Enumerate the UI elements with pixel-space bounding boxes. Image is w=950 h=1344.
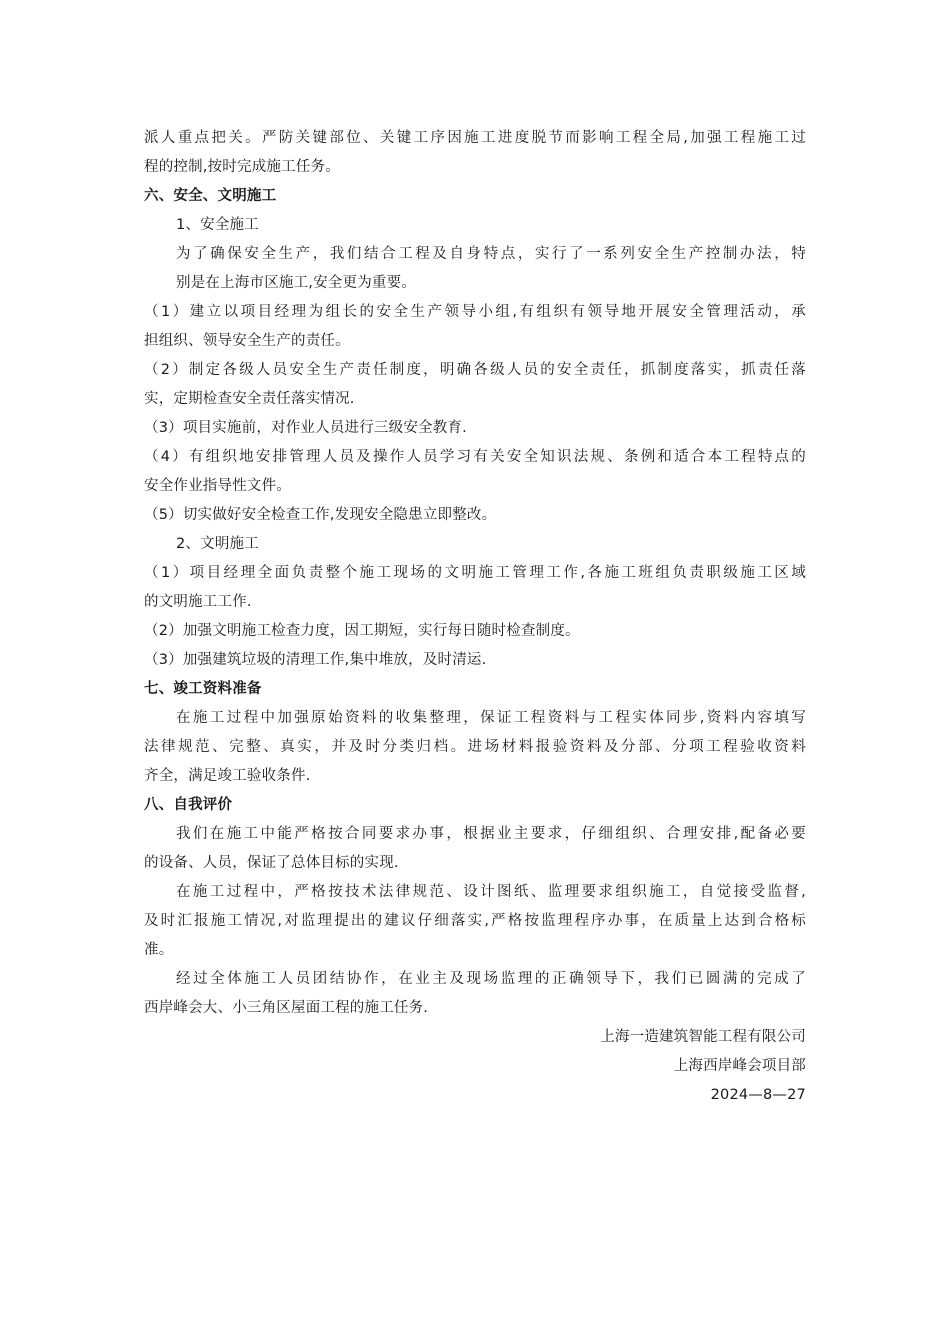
signature-date: 2024—8—27 — [710, 1087, 806, 1103]
text-line: 准。 — [144, 942, 174, 958]
section-heading: 七、竣工资料准备 — [144, 681, 262, 697]
section-heading: 六、安全、文明施工 — [144, 188, 277, 204]
paragraph-lines — [144, 124, 806, 1023]
text-line: （5）切实做好安全检查工作,发现安全隐患立即整改。 — [144, 507, 497, 523]
text-line: 的设备、人员，保证了总体目标的实现. — [144, 855, 399, 871]
text-line: 西岸峰会大、小三角区屋面工程的施工任务. — [144, 1000, 429, 1016]
text-line: 程的控制,按时完成施工任务。 — [144, 159, 340, 175]
text-line: （2）加强文明施工检查力度，因工期短，实行每日随时检查制度。 — [144, 623, 580, 639]
text-line: （1）项目经理全面负责整个施工现场的文明施工管理工作,各施工班组负责职级施工区域 — [144, 565, 806, 581]
text-line: （2）制定各级人员安全生产责任制度，明确各级人员的安全责任，抓制度落实，抓责任落 — [144, 362, 806, 378]
text-line: （3）项目实施前，对作业人员进行三级安全教育. — [144, 420, 467, 436]
text-line: 别是在上海市区施工,安全更为重要。 — [176, 275, 417, 291]
section-heading: 八、自我评价 — [144, 797, 233, 813]
text-line: 经过全体施工人员团结协作，在业主及现场监理的正确领导下，我们已圆满的完成了 — [176, 971, 806, 987]
text-line: （4）有组织地安排管理人员及操作人员学习有关安全知识法规、条例和适合本工程特点的 — [144, 449, 806, 465]
document-body — [144, 124, 806, 1110]
signature-company: 上海一造建筑智能工程有限公司 — [600, 1029, 806, 1045]
text-line: 为了确保安全生产，我们结合工程及自身特点，实行了一系列安全生产控制办法，特 — [176, 246, 806, 262]
text-line: 法律规范、完整、真实，并及时分类归档。进场材料报验资料及分部、分项工程验收资料 — [144, 739, 806, 755]
signature-department: 上海西岸峰会项目部 — [673, 1058, 806, 1074]
text-line: 1、安全施工 — [176, 217, 259, 233]
text-line: 我们在施工中能严格按合同要求办事，根据业主要求，仔细组织、合理安排,配备必要 — [176, 826, 806, 842]
text-line: 及时汇报施工情况,对监理提出的建议仔细落实,严格按监理程序办事，在质量上达到合格标 — [144, 913, 806, 929]
text-line: 在施工过程中加强原始资料的收集整理，保证工程资料与工程实体同步,资料内容填写 — [176, 710, 806, 726]
text-line: 齐全，满足竣工验收条件. — [144, 768, 311, 784]
text-line: 安全作业指导性文件。 — [144, 478, 291, 494]
text-line: 担组织、领导安全生产的责任。 — [144, 333, 350, 349]
text-line: （3）加强建筑垃圾的清理工作,集中堆放，及时清运. — [144, 652, 487, 668]
text-line: 派人重点把关。严防关键部位、关键工序因施工进度脱节而影响工程全局,加强工程施工过 — [144, 130, 806, 146]
text-line: （1）建立以项目经理为组长的安全生产领导小组,有组织有领导地开展安全管理活动，承 — [144, 304, 806, 320]
text-line: 2、文明施工 — [176, 536, 259, 552]
text-line: 的文明施工工作. — [144, 594, 252, 610]
text-line: 实，定期检查安全责任落实情况. — [144, 391, 355, 407]
text-line: 在施工过程中，严格按技术法律规范、设计图纸、监理要求组织施工，自觉接受监督, — [176, 884, 806, 900]
